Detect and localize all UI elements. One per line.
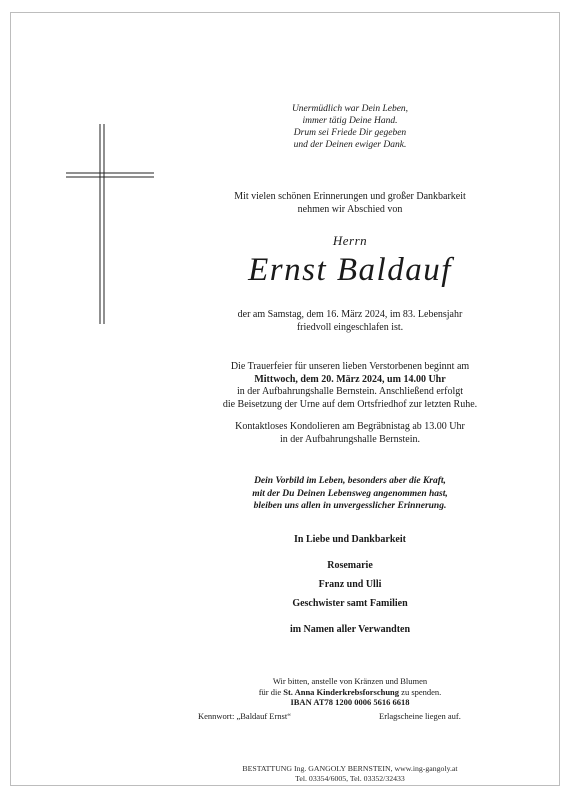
donation-line: Wir bitten, anstelle von Kränzen und Blumen xyxy=(272,676,428,686)
condolence-line: in der Aufbahrungshalle Bernstein. xyxy=(280,433,420,445)
intro-line: nehmen wir Abschied von xyxy=(297,203,403,215)
motto-line: Drum sei Friede Dir gegeben xyxy=(293,128,407,138)
farewell-intro xyxy=(150,191,550,216)
quote-line: Dein Vorbild im Leben, besonders aber die Kraft, xyxy=(254,476,446,486)
signoff: In Liebe und Dankbarkeit xyxy=(294,534,406,545)
mourner-name: im Namen aller Verwandten xyxy=(289,624,411,635)
deceased-name: Ernst Baldauf xyxy=(248,252,452,288)
donation-prefix: für die xyxy=(258,686,284,697)
donation-receipts: Erlagscheine liegen auf. xyxy=(379,711,461,721)
motto-line: Unermüdlich war Dein Leben, xyxy=(291,104,409,114)
cross-icon xyxy=(66,124,154,324)
mourner-name: Rosemarie xyxy=(327,560,373,571)
donation-suffix: zu spenden. xyxy=(399,686,442,697)
quote-line: bleiben uns allen in unvergesslicher Erinnerung. xyxy=(253,501,447,511)
ceremony-line: in der Aufbahrungshalle Bernstein. Anschließend erfolgt xyxy=(236,386,464,397)
motto-line: immer tätig Deine Hand. xyxy=(302,116,398,126)
donation-request xyxy=(150,676,550,708)
motto-poem xyxy=(150,103,550,151)
donation-iban: IBAN AT78 1200 0006 5616 6618 xyxy=(290,697,410,707)
quote-line: mit der Du Deinen Lebensweg angenommen hast, xyxy=(252,488,448,499)
mourner-name: Geschwister samt Familien xyxy=(292,598,408,609)
mourner-name: Franz und Ulli xyxy=(318,579,382,590)
footer-line: BESTATTUNG Ing. GANGOLY BERNSTEIN, www.ing-gangoly.at xyxy=(242,764,458,773)
ceremony-line: Die Trauerfeier für unseren lieben Verstorbenen beginnt am xyxy=(230,361,470,372)
intro-line: Mit vielen schönen Erinnerungen und großer Dankbarkeit xyxy=(234,191,466,202)
donation-line xyxy=(150,687,550,698)
death-notice xyxy=(150,309,550,334)
motto-line: und der Deinen ewiger Dank. xyxy=(293,140,407,150)
memorial-quote xyxy=(150,475,550,513)
condolence-line: Kontaktloses Kondolieren am Begräbnistag ab 13.00 Uhr xyxy=(235,421,465,432)
ceremony-info xyxy=(150,361,550,411)
footer-line: Tel. 03354/6005, Tel. 03352/32433 xyxy=(295,774,405,783)
ceremony-line: die Beisetzung der Urne auf dem Ortsfriedhof zur letzten Ruhe. xyxy=(222,398,478,410)
condolence-info xyxy=(150,421,550,446)
donation-organization: St. Anna Kinderkrebsforschung xyxy=(283,686,400,697)
donation-keyword: Kennwort: „Baldauf Ernst“ xyxy=(198,711,291,721)
funeral-home-footer xyxy=(150,764,550,784)
death-line: der am Samstag, dem 16. März 2024, im 83. Lebensjahr xyxy=(237,309,463,320)
death-line: friedvoll eingeschlafen ist. xyxy=(296,321,404,333)
salutation: Herrn xyxy=(332,233,368,248)
ceremony-date-time: Mittwoch, dem 20. März 2024, um 14.00 Uhr xyxy=(254,373,446,385)
